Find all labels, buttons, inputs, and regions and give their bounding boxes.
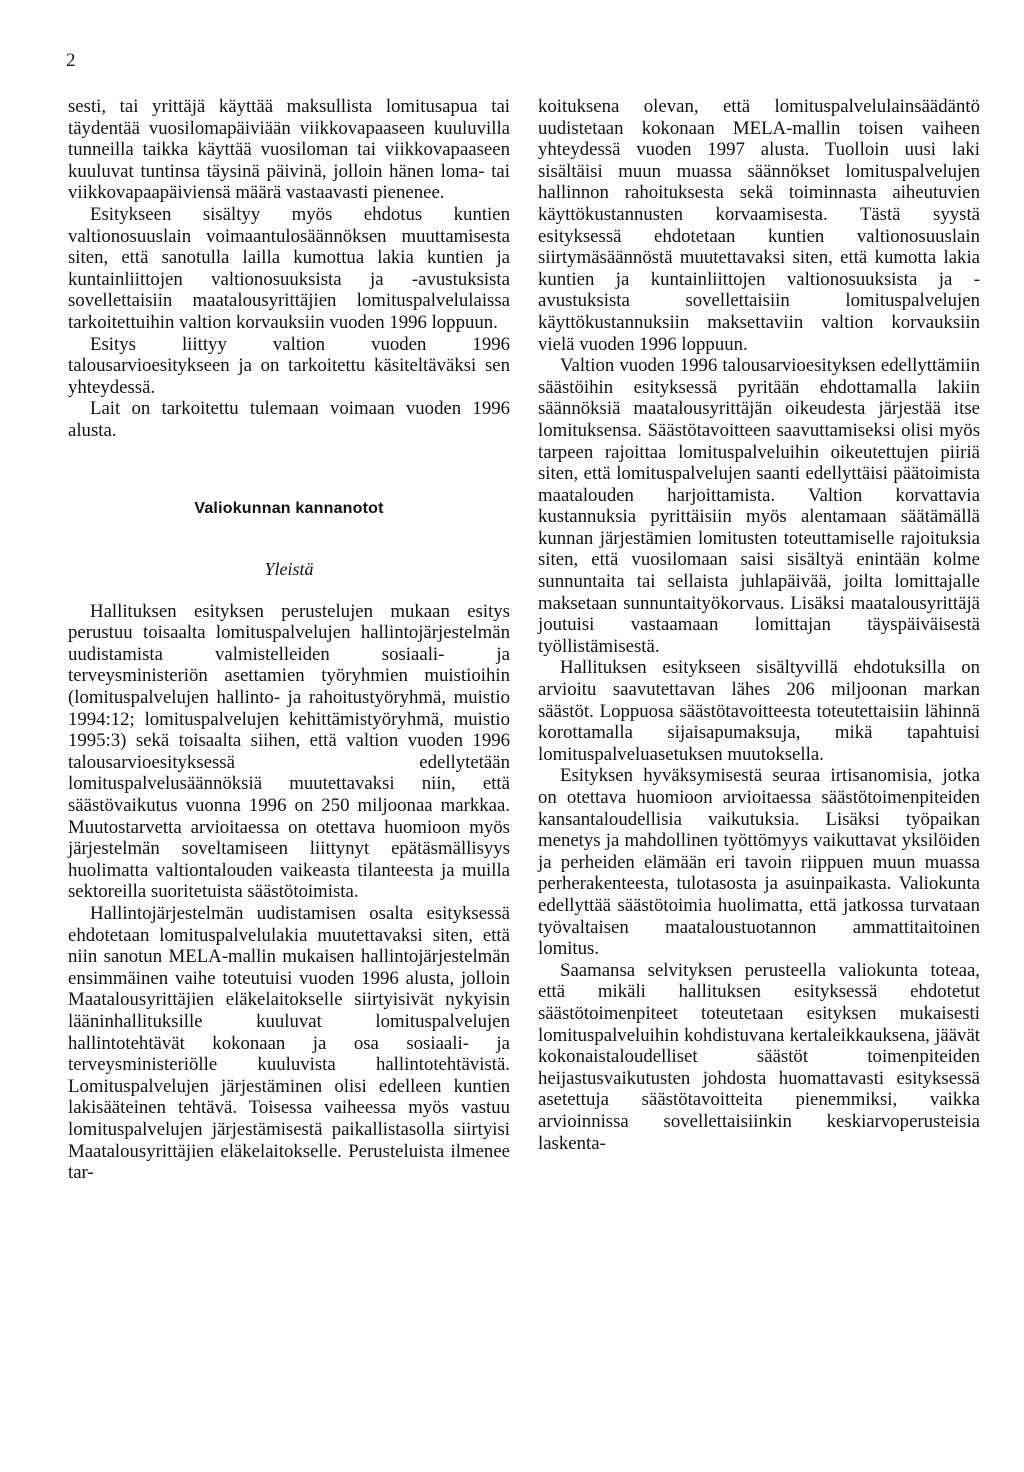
page-number: 2 bbox=[66, 50, 76, 71]
left-column bbox=[68, 96, 510, 1184]
right-paragraph-5: Saamansa selvityksen perusteella valiokunta toteaa, että mikäli hallituksen esityksessä ehdotetut säästötoimenpiteet toteutetaan esityksen mukaisesti lomituspalveluihin kohdistuvana kertaleikkauksena, jäävät kokonaistaloudelliset säästöt toimenpiteiden heijastusvaikutusten johdosta huomattavasti esityksessä asetettuja säästötavoitteita pienemmiksi, vaikka arvioinnissa sovellettaisiinkin keskiarvoperusteisia laskenta- bbox=[538, 959, 980, 1154]
right-paragraph-3: Hallituksen esitykseen sisältyvillä ehdotuksilla on arvioitu saavutettavan lähes 206 miljoonan markan säästöt. Loppuosa säästötavoitteesta toteutettaisiin lähinnä korottamalla sijaisapumaksuja, mikä tapahtuisi lomituspalveluasetuksen muutoksella. bbox=[538, 657, 980, 765]
right-paragraph-1: koituksena olevan, että lomituspalvelulainsäädäntö uudistetaan kokonaan MELA-mallin toisen vaiheen yhteydessä vuoden 1997 alusta. Tuolloin uusi laki sisältäisi muun muassa säännökset lomituspalvelujen hallinnon rahoituksesta sekä toiminnasta aiheutuvien käyttökustannusten korvaamisesta. Tästä syystä esityksessä ehdotetaan kuntien valtionosuuslain siirtymäsäännöstä muutettavaksi siten, että kumotta lakia kuntien ja kuntainliittojen valtionosuuksista ja -avustuksista sovellettaisiin lomituspalvelujen käyttökustannuksiin maksettaviin valtion korvauksiin vielä vuoden 1996 loppuun. bbox=[538, 96, 980, 355]
left-paragraph-2: Esitykseen sisältyy myös ehdotus kuntien valtionosuuslain voimaantulosäännöksen muuttamisesta siten, että sanotulla lailla kumottua lakia kuntien ja kuntainliittojen valtionosuuksista ja -avustuksista sovellettaisiin maatalousyrittäjien lomituspalvelulaissa tarkoitettuihin valtion korvauksiin vuoden 1996 loppuun. bbox=[68, 203, 510, 333]
right-paragraph-4: Esityksen hyväksymisestä seuraa irtisanomisia, jotka on otettava huomioon arvioitaessa säästötoimenpiteiden kansantaloudellisia vaikutuksia. Lisäksi työpaikan menetys ja mahdollinen työttömyys vaikuttavat yksilöiden ja perheiden elämään eri tavoin riippuen muun muassa perherakenteesta, tulotasosta ja asuinpaikasta. Valiokunta edellyttää säästötoimia huolimatta, että jatkossa turvataan työvaltaisen maataloustuotannon ammattitaitoinen lomitus. bbox=[538, 765, 980, 960]
left-paragraph-3: Esitys liittyy valtion vuoden 1996 talousarvioesitykseen ja on tarkoitettu käsiteltäväksi sen yhteydessä. bbox=[68, 333, 510, 398]
left-paragraph-6: Hallintojärjestelmän uudistamisen osalta esityksessä ehdotetaan lomituspalvelulakia muutettavaksi siten, että niin sanotun MELA-mallin mukaisen hallintojärjestelmän ensimmäinen vaihe toteutuisi vuoden 1996 alusta, jolloin Maatalousyrittäjien eläkelaitokselle siirtyisivät nykyisin lääninhallituksille kuuluvat lomituspalvelujen hallintotehtävät kokonaan ja osa sosiaali- ja terveysministeriölle kuuluvista hallintotehtävistä. Lomituspalvelujen järjestäminen olisi edelleen kuntien lakisääteinen tehtävä. Toisessa vaiheessa myös vastuu lomituspalvelujen järjestämisestä paikallistasolla siirtyisi Maatalousyrittäjien eläkelaitokselle. Perusteluista ilmenee tar- bbox=[68, 903, 510, 1184]
right-paragraph-2: Valtion vuoden 1996 talousarvioesityksen edellyttämiin säästöihin esityksessä pyritään ehdottamalla lakiin säännöksiä maatalousyrittäjän oikeudesta järjestää itse lomituksensa. Säästötavoitteen saavuttamiseksi olisi myös tarpeen rajoittaa lomituspalveluihin oikeutettujen piiriä siten, että lomituspalvelujen saanti edellyttäisi päätoimista maatalouden harjoittamista. Valtion korvattavia kustannuksia pyrittäisiin myös alentamaan säätämällä kunnan järjestämien lomitusten toteuttamiselle rajoituksia siten, että vuosilomaan saisi sisältyä enintään kolme sunnuntaita tai sellaista juhlapäivää, joilta lomittajalle maksetaan sunnuntaityökorvaus. Lisäksi maatalousyrittäjä joutuisi vastaamaan lomittajan täyspäiväisestä työllistämisestä. bbox=[538, 355, 980, 657]
right-column bbox=[538, 96, 980, 1154]
left-paragraph-4: Lait on tarkoitettu tulemaan voimaan vuoden 1996 alusta. bbox=[68, 398, 510, 441]
left-paragraph-1: sesti, tai yrittäjä käyttää maksullista lomitusapua tai täydentää vuosilomapäiviään viikkovapaaseen kuuluvilla tunneilla taikka käyttää vuosiloman tai viikkovapaaseen kuuluvat tuntinsa täysinä päivinä, jolloin hänen loma- tai viikkovapaapäiviensä määrä vastaavasti pienenee. bbox=[68, 96, 510, 204]
subheading: Yleistä bbox=[264, 559, 314, 580]
left-paragraph-5: Hallituksen esityksen perustelujen mukaan esitys perustuu toisaalta lomituspalvelujen hallintojärjestelmän uudistamista valmistelleiden sosiaali- ja terveysministeriön asettamien työryhmien muistioihin (lomituspalvelujen hallinto- ja rahoitustyöryhmä, muistio 1994:12; lomituspalvelujen kehittämistyöryhmä, muistio 1995:3) sekä toisaalta siihen, että valtion vuoden 1996 talousarvioesityksessä edellytetään lomituspalvelusäännöksiä muutettavaksi niin, että säästövaikutus vuonna 1996 on 250 miljoonaa markkaa. Muutostarvetta arvioitaessa on otettava huomioon myös järjestelmän soveltamiseen liittynyt epätäsmällisyys huolimatta valtiontalouden vaikeasta tilanteesta ja muilla sektoreilla suoritetuista säästötoimista. bbox=[68, 600, 510, 903]
section-heading: Valiokunnan kannanotot bbox=[194, 499, 384, 517]
